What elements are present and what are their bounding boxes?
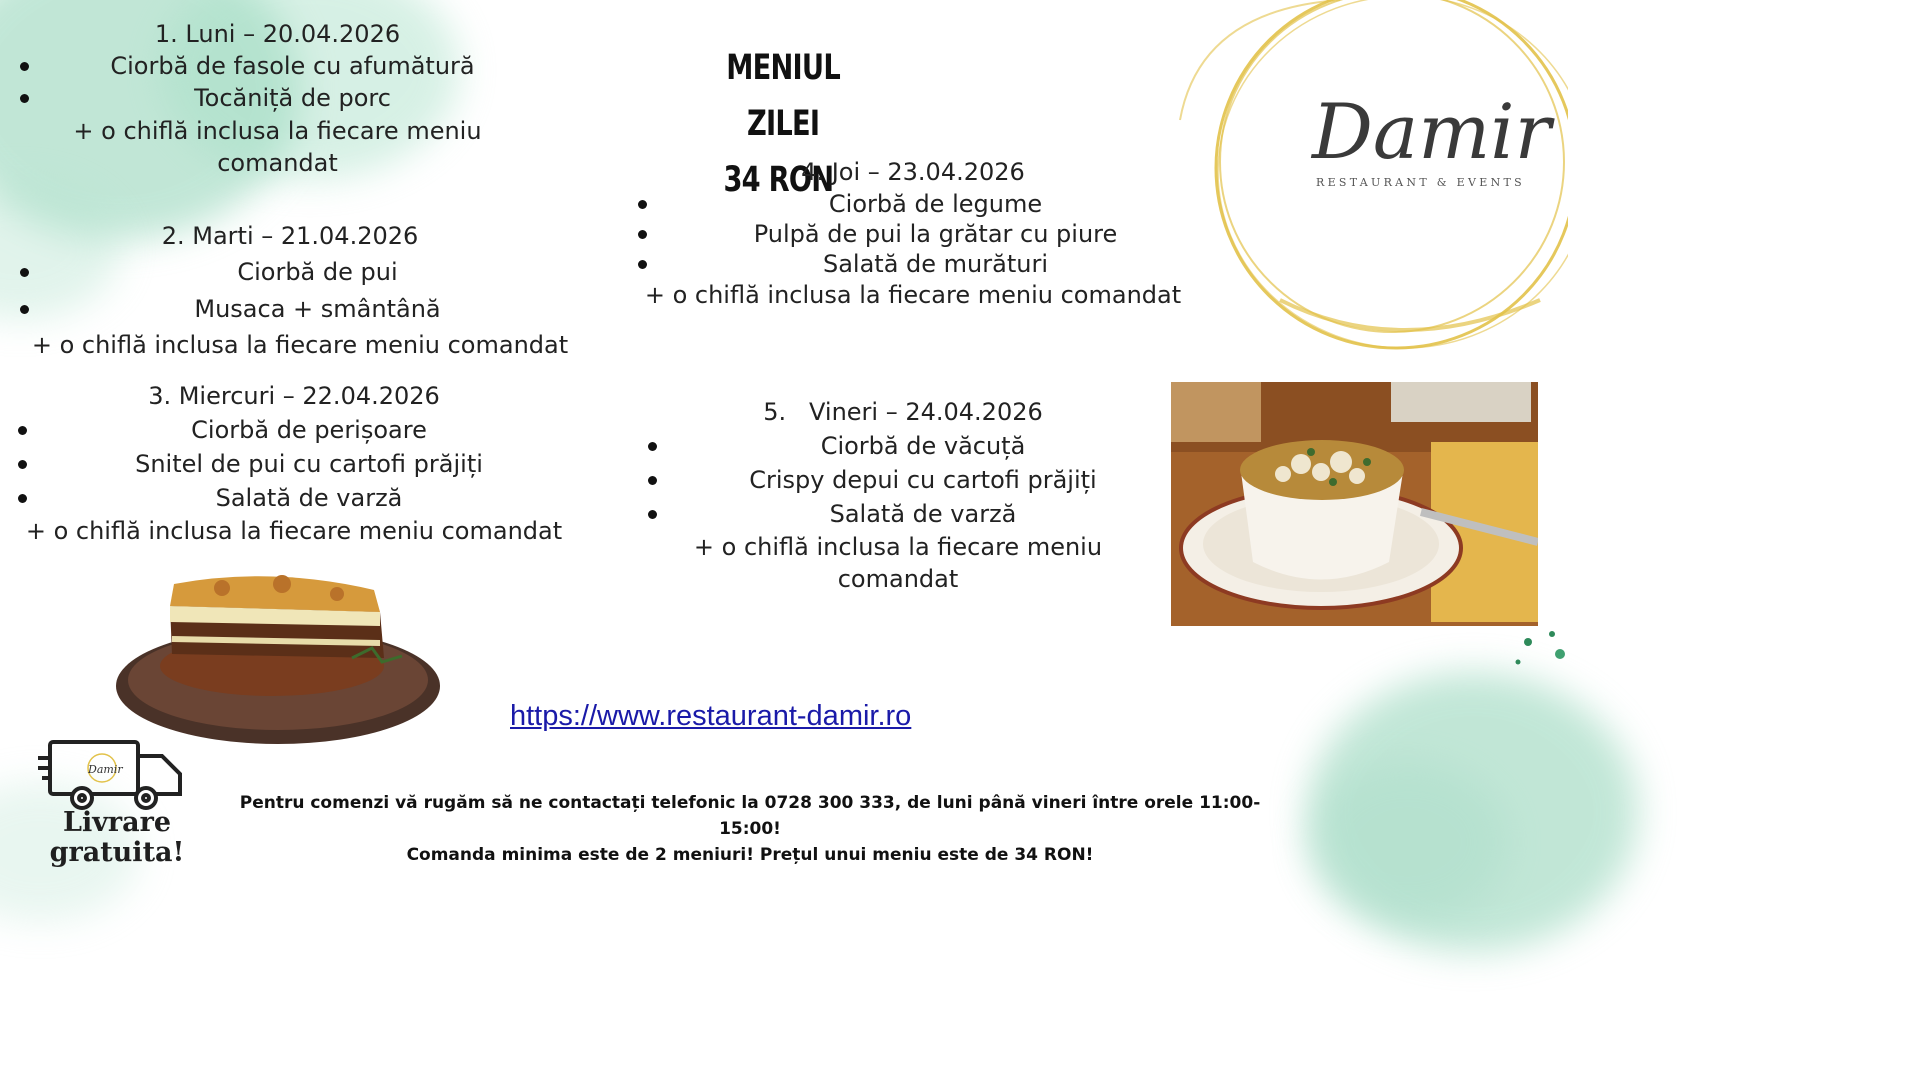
bread-note-cont: comandat	[217, 149, 338, 178]
delivery-truck-icon	[36, 736, 186, 812]
day-heading: 2. Marti – 21.04.2026	[161, 222, 419, 250]
menu-item: Tocăniță de porc	[20, 81, 540, 115]
website-link[interactable]: https://www.restaurant-damir.ro	[510, 700, 912, 732]
menu-item: Ciorbă de văcuță	[648, 429, 1168, 463]
free-delivery-label: Livrare gratuita!	[49, 807, 185, 868]
day-heading: 3. Miercuri – 22.04.2026	[148, 382, 440, 410]
day-block-2	[20, 220, 580, 361]
day-block-3	[18, 380, 570, 547]
decorative-dots	[1500, 620, 1568, 680]
logo-name: Damir	[1312, 87, 1551, 176]
contact-line2: Comanda minima este de 2 meniuri! Prețul unui meniu este de 34 RON!	[406, 845, 1094, 865]
menu-item: Snitel de pui cu cartofi prăjiți	[18, 447, 570, 481]
bean-soup-image	[1171, 382, 1538, 626]
day-heading: 5. Vineri – 24.04.2026	[763, 398, 1043, 426]
menu-title-line1: MENIUL ZILEI	[726, 48, 840, 144]
bread-note: + o chiflă inclusa la fiecare meniu	[73, 116, 482, 145]
logo-tagline: RESTAURANT & EVENTS	[1316, 176, 1525, 189]
menu-title-line2: 34 RON	[723, 160, 834, 200]
bread-note: + o chiflă inclusa la fiecare meniu comandat	[644, 280, 1182, 309]
menu-item: Crispy depui cu cartofi prăjiți	[648, 463, 1168, 497]
day-block-1	[20, 18, 540, 180]
damir-logo	[1160, 0, 1568, 360]
day-block-4	[638, 156, 1188, 311]
menu-item: Salată de varză	[18, 481, 570, 515]
menu-item: Ciorbă de legume	[638, 189, 1188, 219]
musaca-image	[112, 566, 444, 748]
menu-item: Ciorbă de fasole cu afumătură	[20, 51, 540, 81]
menu-item: Musaca + smântână	[20, 291, 580, 327]
day-heading: 4. Joi – 23.04.2026	[801, 158, 1025, 186]
bread-note-cont: comandat	[837, 565, 959, 594]
day-block-5	[648, 396, 1168, 596]
menu-item: Salată de murături	[638, 249, 1188, 279]
truck-logo-text: Damir	[88, 763, 123, 776]
contact-line1: Pentru comenzi vă rugăm să ne contactați telefonic la 0728 300 333, de luni până vineri între orele 11:00-15:00!	[239, 793, 1261, 839]
bread-note: + o chiflă inclusa la fiecare meniu comandat	[31, 330, 569, 359]
menu-item: Ciorbă de perișoare	[18, 413, 570, 447]
bread-note: + o chiflă inclusa la fiecare meniu comandat	[25, 516, 563, 545]
bread-note: + o chiflă inclusa la fiecare meniu	[693, 532, 1103, 561]
menu-item: Pulpă de pui la grătar cu piure	[638, 219, 1188, 249]
day-heading: 1. Luni – 20.04.2026	[154, 20, 401, 48]
menu-item: Salată de varză	[648, 497, 1168, 531]
menu-item: Ciorbă de pui	[20, 253, 580, 291]
contact-info	[230, 790, 1270, 868]
watercolor-bottom-right-2	[1308, 762, 1508, 922]
